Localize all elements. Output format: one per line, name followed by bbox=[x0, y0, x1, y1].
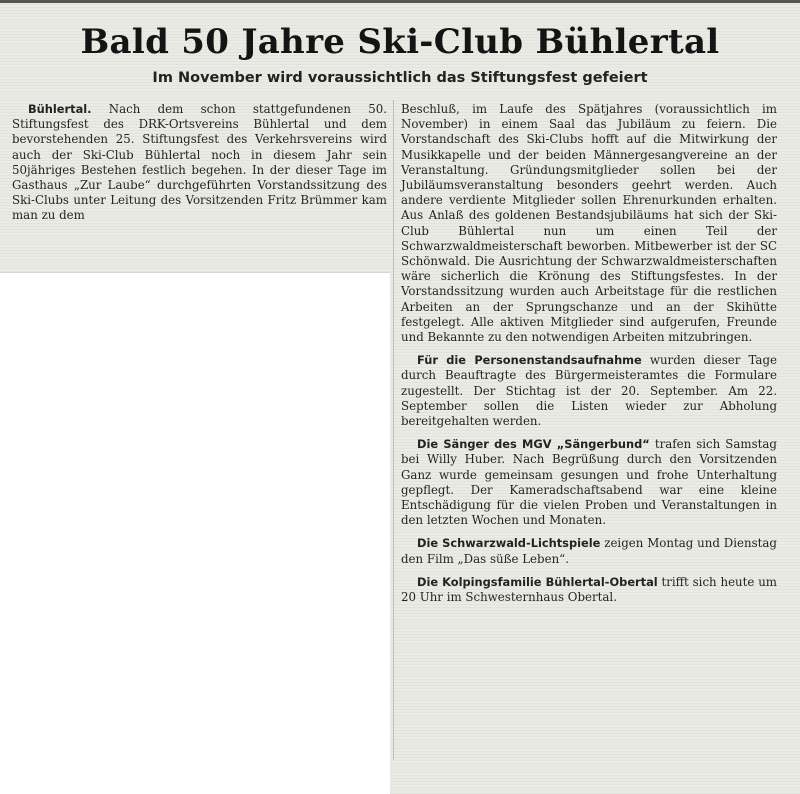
column-left bbox=[12, 102, 387, 224]
notice-lead: Die Schwarzwald-Lichtspiele bbox=[417, 536, 601, 551]
notice-lichtspiele bbox=[401, 536, 777, 566]
notice-lead: Die Kolpingsfamilie Bühlertal-Obertal bbox=[417, 574, 658, 589]
column-divider bbox=[393, 100, 394, 760]
dateline: Bühlertal. bbox=[28, 102, 92, 116]
article-subheadline: Im November wird voraussichtlich das Stiftungsfest gefeiert bbox=[152, 70, 648, 86]
notice-kolpingsfamilie bbox=[401, 575, 777, 605]
article-continuation: Beschluß, im Laufe des Spätjahres (voraussichtlich im November) in einem Saal das Jubiläum zu feiern. Die Vorstandschaft des Ski-Clubs hofft auf die Mitwirkung der Musikkapelle und der beiden Männergesangvereine an der Veranstaltung. Gründungsmitglieder sollen bei der Jubiläumsveranstaltung besonders geehrt werden. Auch andere verdiente Mitglieder sollen Ehrenurkunden erhalten. Aus Anlaß des goldenen Bestandsjubiläums hat sich der Ski-Club Bühlertal nun um einen Teil der Schwarzwaldmeisterschaft beworben. Mitbewerber ist der SC Schönwald. Die Ausrichtung der Schwarzwaldmeisterschaften wäre sicherlich die Krönung des Stiftungsfestes. In der Vorstandssitzung wurden auch Arbeitstage für die restlichen Arbeiten an der Sprungschanze und an der Skihütte festgelegt. Alle aktiven Mitglieder sind aufgerufen, Freunde und Bekannte zu den notwendigen Arbeiten mitzubringen. bbox=[401, 102, 777, 345]
notice-text: trifft sich heute um 20 Uhr im Schwesternhaus Obertal. bbox=[401, 574, 777, 605]
notice-saengerbund bbox=[401, 437, 777, 528]
notice-personenstand bbox=[401, 353, 777, 429]
notice-text: wurden dieser Tage durch Beauftragte des Bürgermeisteramtes die Formulare zugestellt. Der Stichtag ist der 20. September. Am 22. September sollen die Listen wieder zur Abholung bereitgehalten werden. bbox=[401, 353, 777, 429]
article-headline: Bald 50 Jahre Ski-Club Bühlertal bbox=[80, 22, 720, 62]
notice-text: trafen sich Samstag bei Willy Huber. Nach Begrüßung durch den Vorsitzenden Ganz wurde gemeinsam gesungen und frohe Unterhaltung gepflegt. Der Kameradschaftsabend war eine kleine Entschädigung für die vielen Proben und Veranstaltungen in den letzten Wochen und Monaten. bbox=[401, 437, 777, 528]
top-rule bbox=[0, 0, 800, 3]
lead-paragraph bbox=[12, 102, 387, 224]
lead-paragraph-text: Nach dem schon stattgefundenen 50. Stiftungsfest des DRK-Ortsvereins Bühlertal und dem bevorstehenden 25. Stiftungsfest des Verkehrsvereins wird auch der Ski-Club Bühlertal noch in diesem Jahr sein 50jähriges Bestehen festlich begehen. In der dieser Tage im Gasthaus „Zur Laube“ durchgeführten Vorstandssitzung des Ski-Clubs unter Leitung des Vorsitzenden Fritz Brümmer kam man zu dem bbox=[12, 102, 387, 223]
notice-lead: Für die Personenstandsaufnahme bbox=[417, 353, 642, 368]
column-right bbox=[401, 102, 777, 605]
notice-text: zeigen Montag und Dienstag den Film „Das süße Leben“. bbox=[401, 536, 777, 566]
notice-lead: Die Sänger des MGV „Sängerbund“ bbox=[417, 437, 650, 452]
